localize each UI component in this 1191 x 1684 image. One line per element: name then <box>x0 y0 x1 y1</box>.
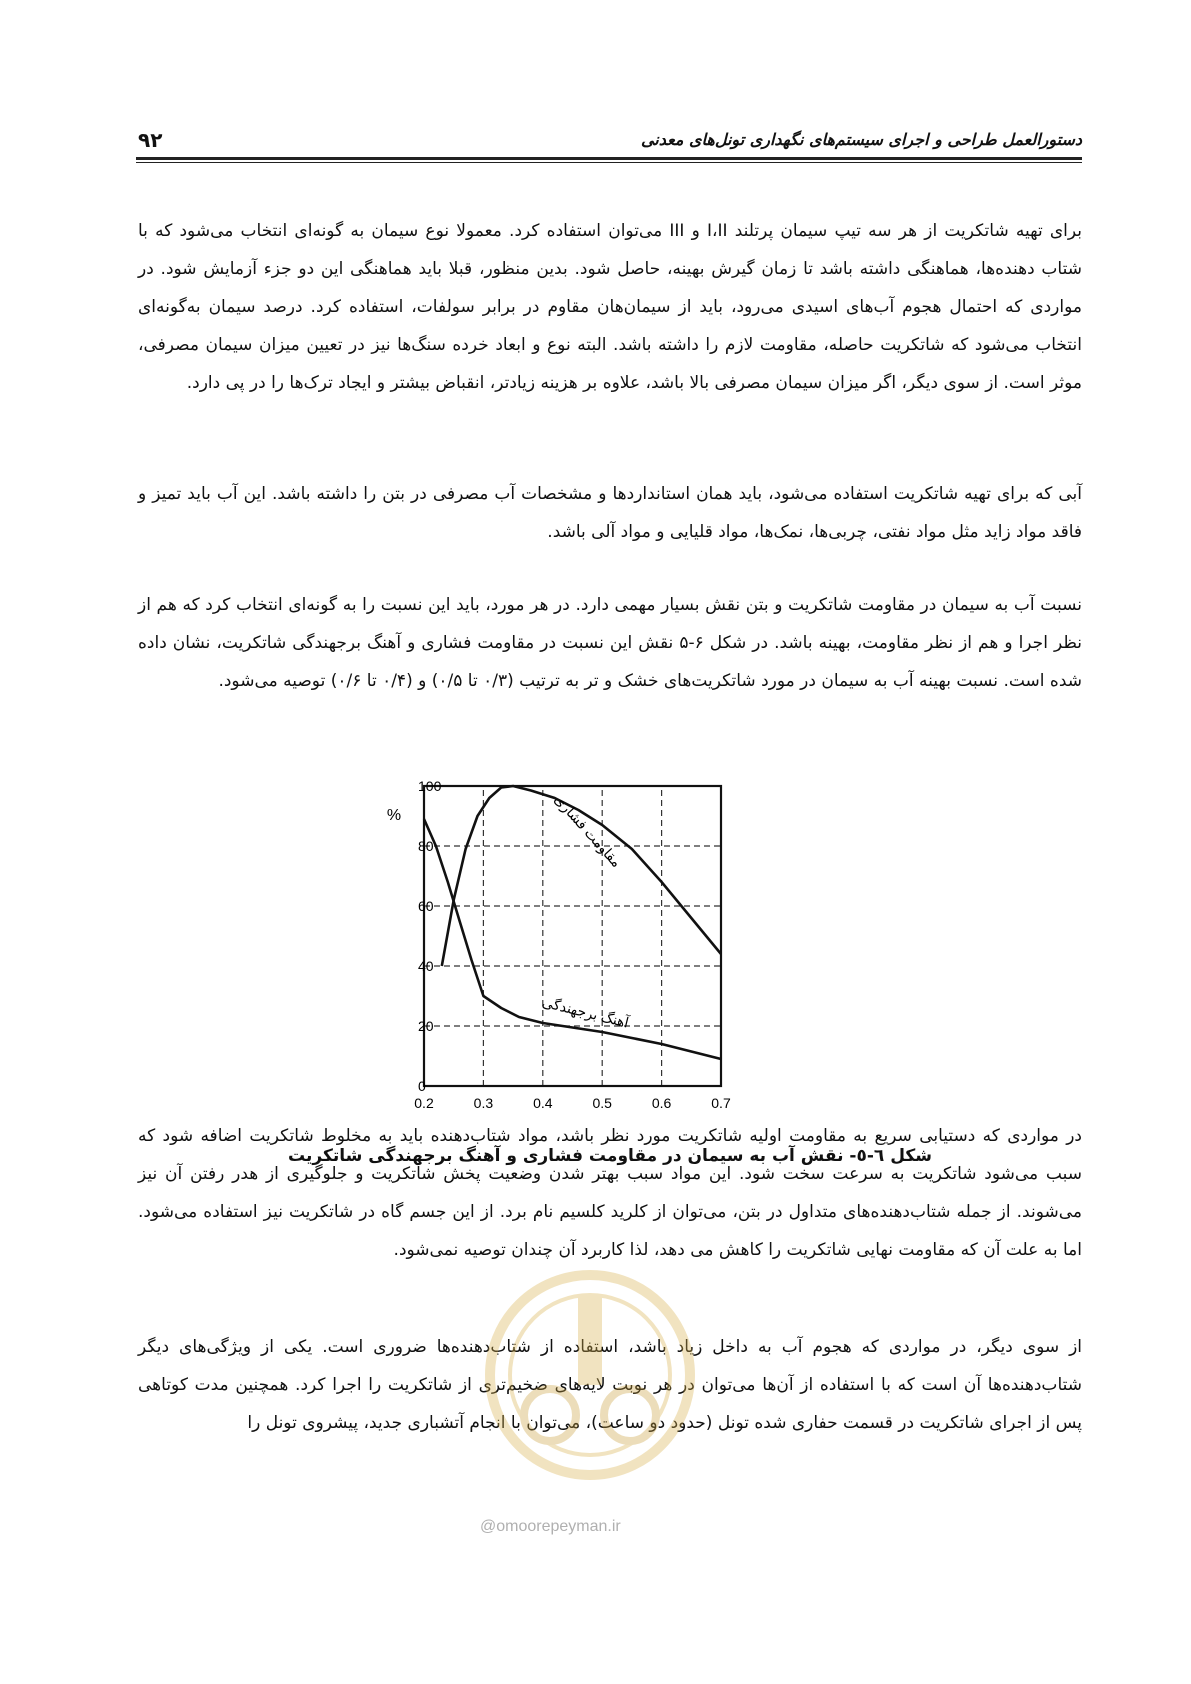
x-tick-label: 0.3 <box>473 1095 494 1111</box>
paragraph-water-cement-ratio: نسبت آب به سیمان در مقاومت شاتکریت و بتن نقش بسیار مهمی دارد. در هر مورد، باید این نسبت را به گونه‌ای انتخاب کرد که هم از نظر اجرا و هم از نظر مقاومت، بهینه باشد. در شکل ۶-۵ نقش این نسبت در مقاومت فشاری و آهنگ برجهندگی شاتکریت، نشان داده شده است. نسبت بهینه آب به سیمان در مورد شاتکریت‌های خشک و تر به ترتیب (۰/۳ تا ۰/۵) و (۰/۴ تا ۰/۶) توصیه می‌شود. <box>138 595 1083 691</box>
y-tick-label: 0 <box>418 1078 426 1094</box>
paragraph-water-inflow: از سوی دیگر، در مواردی که هجوم آب به داخل زیاد باشد، استفاده از شتاب‌دهنده‌ها ضروری است. یکی از ویژگی‌های دیگر شتاب‌دهنده‌ها آن است که با استفاده از آن‌ها می‌توان در هر نوبت لایه‌های ضخیم‌تری از شاتکریت را اجرا کرد. همچنین مدت کوتاهی پس از اجرای شاتکریت در قسمت حفاری شده تونل (حدود دو ساعت)، می‌توان با انجام آتشباری جدید، پیشروی تونل را <box>138 1337 1082 1433</box>
x-tick-label: 0.6 <box>651 1095 672 1111</box>
y-tick-label: 80 <box>418 838 434 854</box>
y-axis-label: % <box>386 807 402 824</box>
page-number: ۹۲ <box>138 128 163 152</box>
header-rule <box>136 157 1082 160</box>
header-rule-thin <box>136 162 1082 163</box>
book-title: دستورالعمل طراحی و اجرای سیستم‌های نگهداری تونل‌های معدنی <box>640 130 1082 149</box>
y-tick-label: 40 <box>418 958 434 974</box>
figure-chart <box>386 778 790 1130</box>
paragraph-water-quality: آبی که برای تهیه شاتکریت استفاده می‌شود، باید همان استانداردها و مشخصات آب مصرفی در بتن را داشته باشد. این آب باید تمیز و فاقد مواد زاید مثل مواد نفتی، چربی‌ها، نمک‌ها، مواد قلیایی و مواد آلی باشد. <box>138 484 1082 542</box>
watermark-url: @omoorepeyman.ir <box>480 1518 621 1535</box>
x-tick-label: 0.5 <box>592 1095 612 1111</box>
series-label-rebound-rate: آهنگ برجهندگی <box>540 993 631 1031</box>
y-tick-label: 20 <box>418 1018 434 1034</box>
y-tick-label: 60 <box>418 898 434 914</box>
plot-frame <box>424 786 721 1086</box>
paragraph-accelerators: در مواردی که دستیابی سریع به مقاومت اولیه شاتکریت مورد نظر باشد، مواد شتاب‌دهنده باید به مخلوط شاتکریت اضافه شود که سبب می‌شود شاتکریت به سرعت سخت شود. این مواد سبب بهتر شدن وضعیت پخش شاتکریت و جلوگیری از هدر رفتن آن نیز می‌شوند. از جمله شتاب‌دهنده‌های متداول در بتن، می‌توان از کلرید کلسیم نام برد. از این جسم گاه در شاتکریت نیز استفاده می‌شود. اما به علت آن که مقاومت نهایی شاتکریت را کاهش می دهد، لذا کاربرد آن چندان توصیه نمی‌شود. <box>138 1126 1082 1260</box>
page-header <box>138 128 1082 158</box>
x-tick-label: 0.4 <box>533 1095 553 1111</box>
y-tick-label: 100 <box>418 778 442 794</box>
x-tick-label: 0.7 <box>711 1095 731 1111</box>
series-line-rebound-rate <box>424 819 721 1059</box>
chart-svg <box>386 778 790 1130</box>
paragraph-cement-types: برای تهیه شاتکریت از هر سه تیپ سیمان پرتلند I،II و III می‌توان استفاده کرد. معمولا نوع سیمان به گونه‌ای انتخاب می‌شود که با شتاب دهنده‌ها، هماهنگی داشته باشد تا زمان گیرش بهینه، حاصل شود. بدین منظور، قبلا باید هماهنگی این دو جزء آزمایش شود. در مواردی که احتمال هجوم آب‌های اسیدی می‌رود، باید از سیمان‌هان مقاوم در برابر سولفات، استفاده کرد. درصد سیمان به‌گونه‌ای انتخاب می‌شود که شاتکریت حاصله، مقاومت لازم را داشته باشد. البته نوع و ابعاد خرده سنگ‌ها نیز در تعیین میزان سیمان مصرفی، موثر است. از سوی دیگر، اگر میزان سیمان مصرفی بالا باشد، علاوه بر هزینه زیادتر، انقباض بیشتر و ایجاد ترک‌ها را در پی دارد. <box>138 221 1082 393</box>
series-label-compressive-strength: مقاومت فشاری <box>551 791 625 871</box>
figure-caption: شکل ٦-٥- نقش آب به سیمان در مقاومت فشاری و آهنگ برجهندگی شاتکریت <box>288 1146 932 1166</box>
x-tick-label: 0.2 <box>414 1095 434 1111</box>
